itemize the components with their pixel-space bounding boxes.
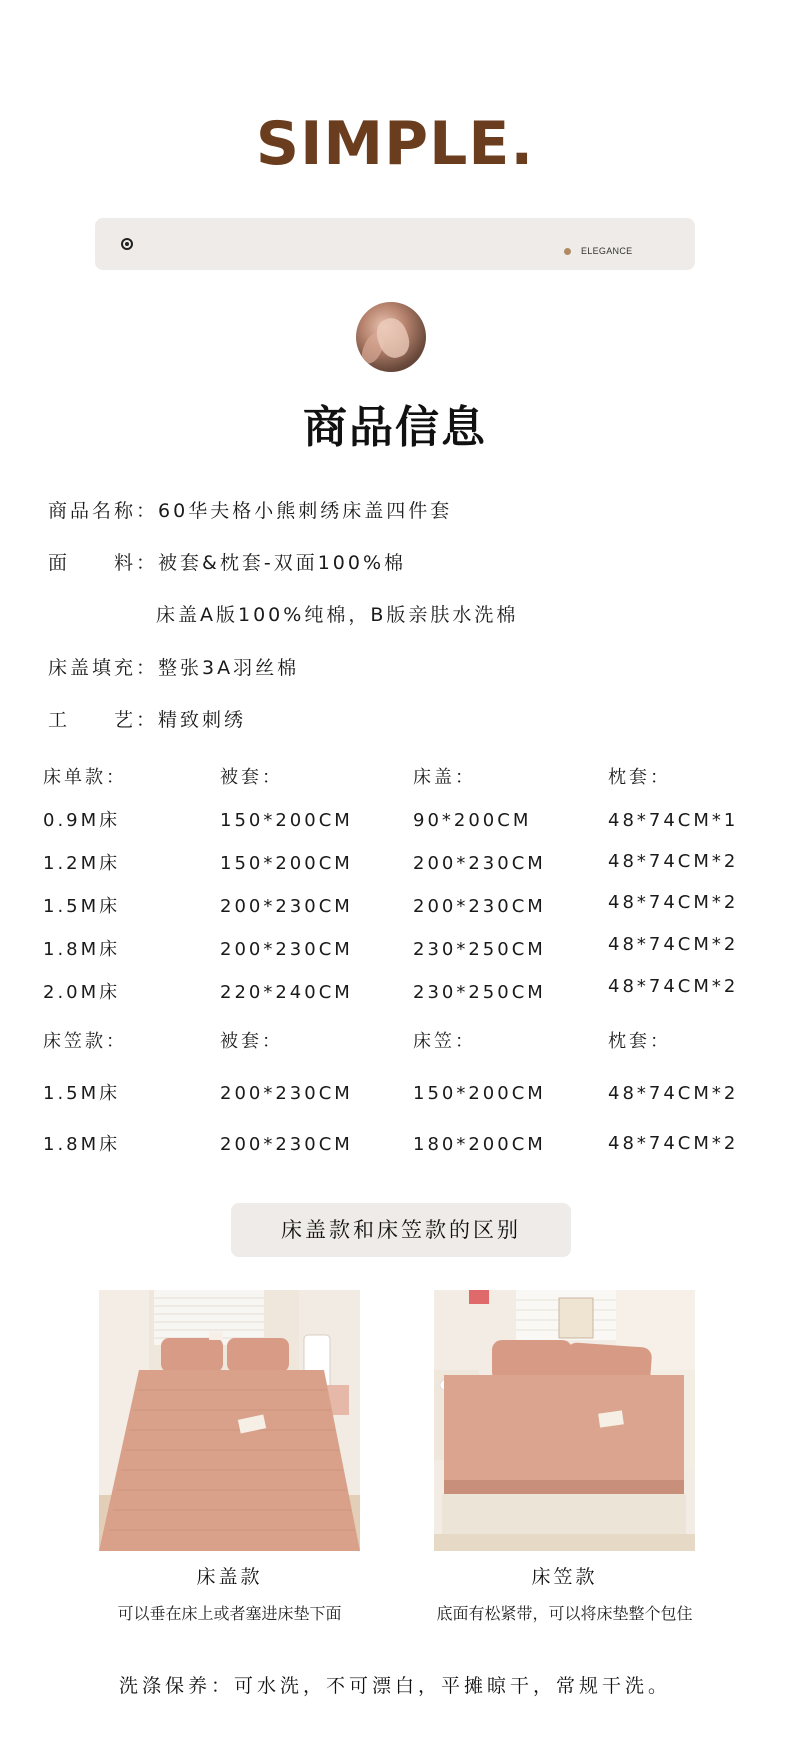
table-cell: 150*200CM xyxy=(220,810,353,831)
info-row-filling xyxy=(48,655,299,681)
table-cell: 200*230CM xyxy=(220,939,353,960)
table-header: 床笠款： xyxy=(43,1031,127,1052)
info-label: 面 料： xyxy=(48,552,159,574)
table-header: 床单款： xyxy=(43,767,127,788)
bed-cover-illustration xyxy=(99,1290,360,1551)
info-row-fabric xyxy=(48,550,406,576)
table-cell: 200*230CM xyxy=(220,896,353,917)
table-cell: 1.8M床 xyxy=(43,939,121,960)
info-label: 工 艺： xyxy=(48,709,159,731)
table-cell: 230*250CM xyxy=(413,982,546,1003)
section-title: 商品信息 xyxy=(303,402,487,453)
page-title: SIMPLE. xyxy=(255,109,535,179)
table-cell: 150*200CM xyxy=(413,1083,546,1104)
care-instructions: 洗涤保养：可水洗，不可漂白，平摊晾干，常规干洗。 xyxy=(118,1675,671,1697)
table-header: 枕套： xyxy=(608,767,671,788)
desc-fitted-sheet: 底面有松紧带，可以将床垫整个包住 xyxy=(436,1604,693,1623)
info-label: 商品名称： xyxy=(48,500,159,522)
table-cell: 48*74CM*2 xyxy=(608,1133,739,1154)
table-cell: 48*74CM*2 xyxy=(608,892,739,913)
elegance-bar xyxy=(95,218,695,270)
caption-bed-cover: 床盖款 xyxy=(196,1566,263,1588)
table-cell: 230*250CM xyxy=(413,939,546,960)
table-header: 被套： xyxy=(220,1031,283,1052)
table-cell: 200*230CM xyxy=(220,1134,353,1155)
table-cell: 48*74CM*1 xyxy=(608,810,739,831)
table-cell: 2.0M床 xyxy=(43,982,121,1003)
bed-cover-photo xyxy=(99,1290,360,1551)
difference-title: 床盖款和床笠款的区别 xyxy=(231,1203,571,1257)
avatar xyxy=(356,302,426,372)
info-value: 床盖A版100%纯棉，B版亲肤水洗棉 xyxy=(156,604,519,626)
table-cell: 1.2M床 xyxy=(43,853,121,874)
info-value: 被套&枕套-双面100%棉 xyxy=(158,552,407,574)
table-cell: 180*200CM xyxy=(413,1134,546,1155)
table-header: 枕套： xyxy=(608,1031,671,1052)
table-header: 床盖： xyxy=(413,767,476,788)
ring-icon xyxy=(121,238,133,250)
table-cell: 0.9M床 xyxy=(43,810,121,831)
info-value: 整张3A羽丝棉 xyxy=(158,657,300,679)
table-cell: 200*230CM xyxy=(413,853,546,874)
table-cell: 48*74CM*2 xyxy=(608,976,739,997)
fitted-sheet-photo xyxy=(434,1290,695,1551)
table-cell: 1.5M床 xyxy=(43,1083,121,1104)
info-label: 床盖填充： xyxy=(48,657,159,679)
info-row-name xyxy=(48,498,452,524)
caption-fitted-sheet: 床笠款 xyxy=(531,1566,598,1588)
elegance-label: ELEGANCE xyxy=(581,246,633,256)
fitted-sheet-illustration xyxy=(434,1290,695,1551)
info-value: 60华夫格小熊刺绣床盖四件套 xyxy=(158,500,453,522)
table-cell: 200*230CM xyxy=(413,896,546,917)
table-cell: 48*74CM*2 xyxy=(608,851,739,872)
table-cell: 1.8M床 xyxy=(43,1134,121,1155)
table-cell: 90*200CM xyxy=(413,810,532,831)
table-header: 被套： xyxy=(220,767,283,788)
table-cell: 48*74CM*2 xyxy=(608,934,739,955)
table-cell: 48*74CM*2 xyxy=(608,1083,739,1104)
info-row-fabric-2 xyxy=(156,602,518,628)
table-cell: 220*240CM xyxy=(220,982,353,1003)
dot-icon xyxy=(564,248,571,255)
table-cell: 1.5M床 xyxy=(43,896,121,917)
desc-bed-cover: 可以垂在床上或者塞进床垫下面 xyxy=(117,1604,342,1623)
table-header: 床笠： xyxy=(413,1031,476,1052)
table-cell: 150*200CM xyxy=(220,853,353,874)
table-cell: 200*230CM xyxy=(220,1083,353,1104)
info-value: 精致刺绣 xyxy=(158,709,247,731)
info-row-craft xyxy=(48,707,246,733)
